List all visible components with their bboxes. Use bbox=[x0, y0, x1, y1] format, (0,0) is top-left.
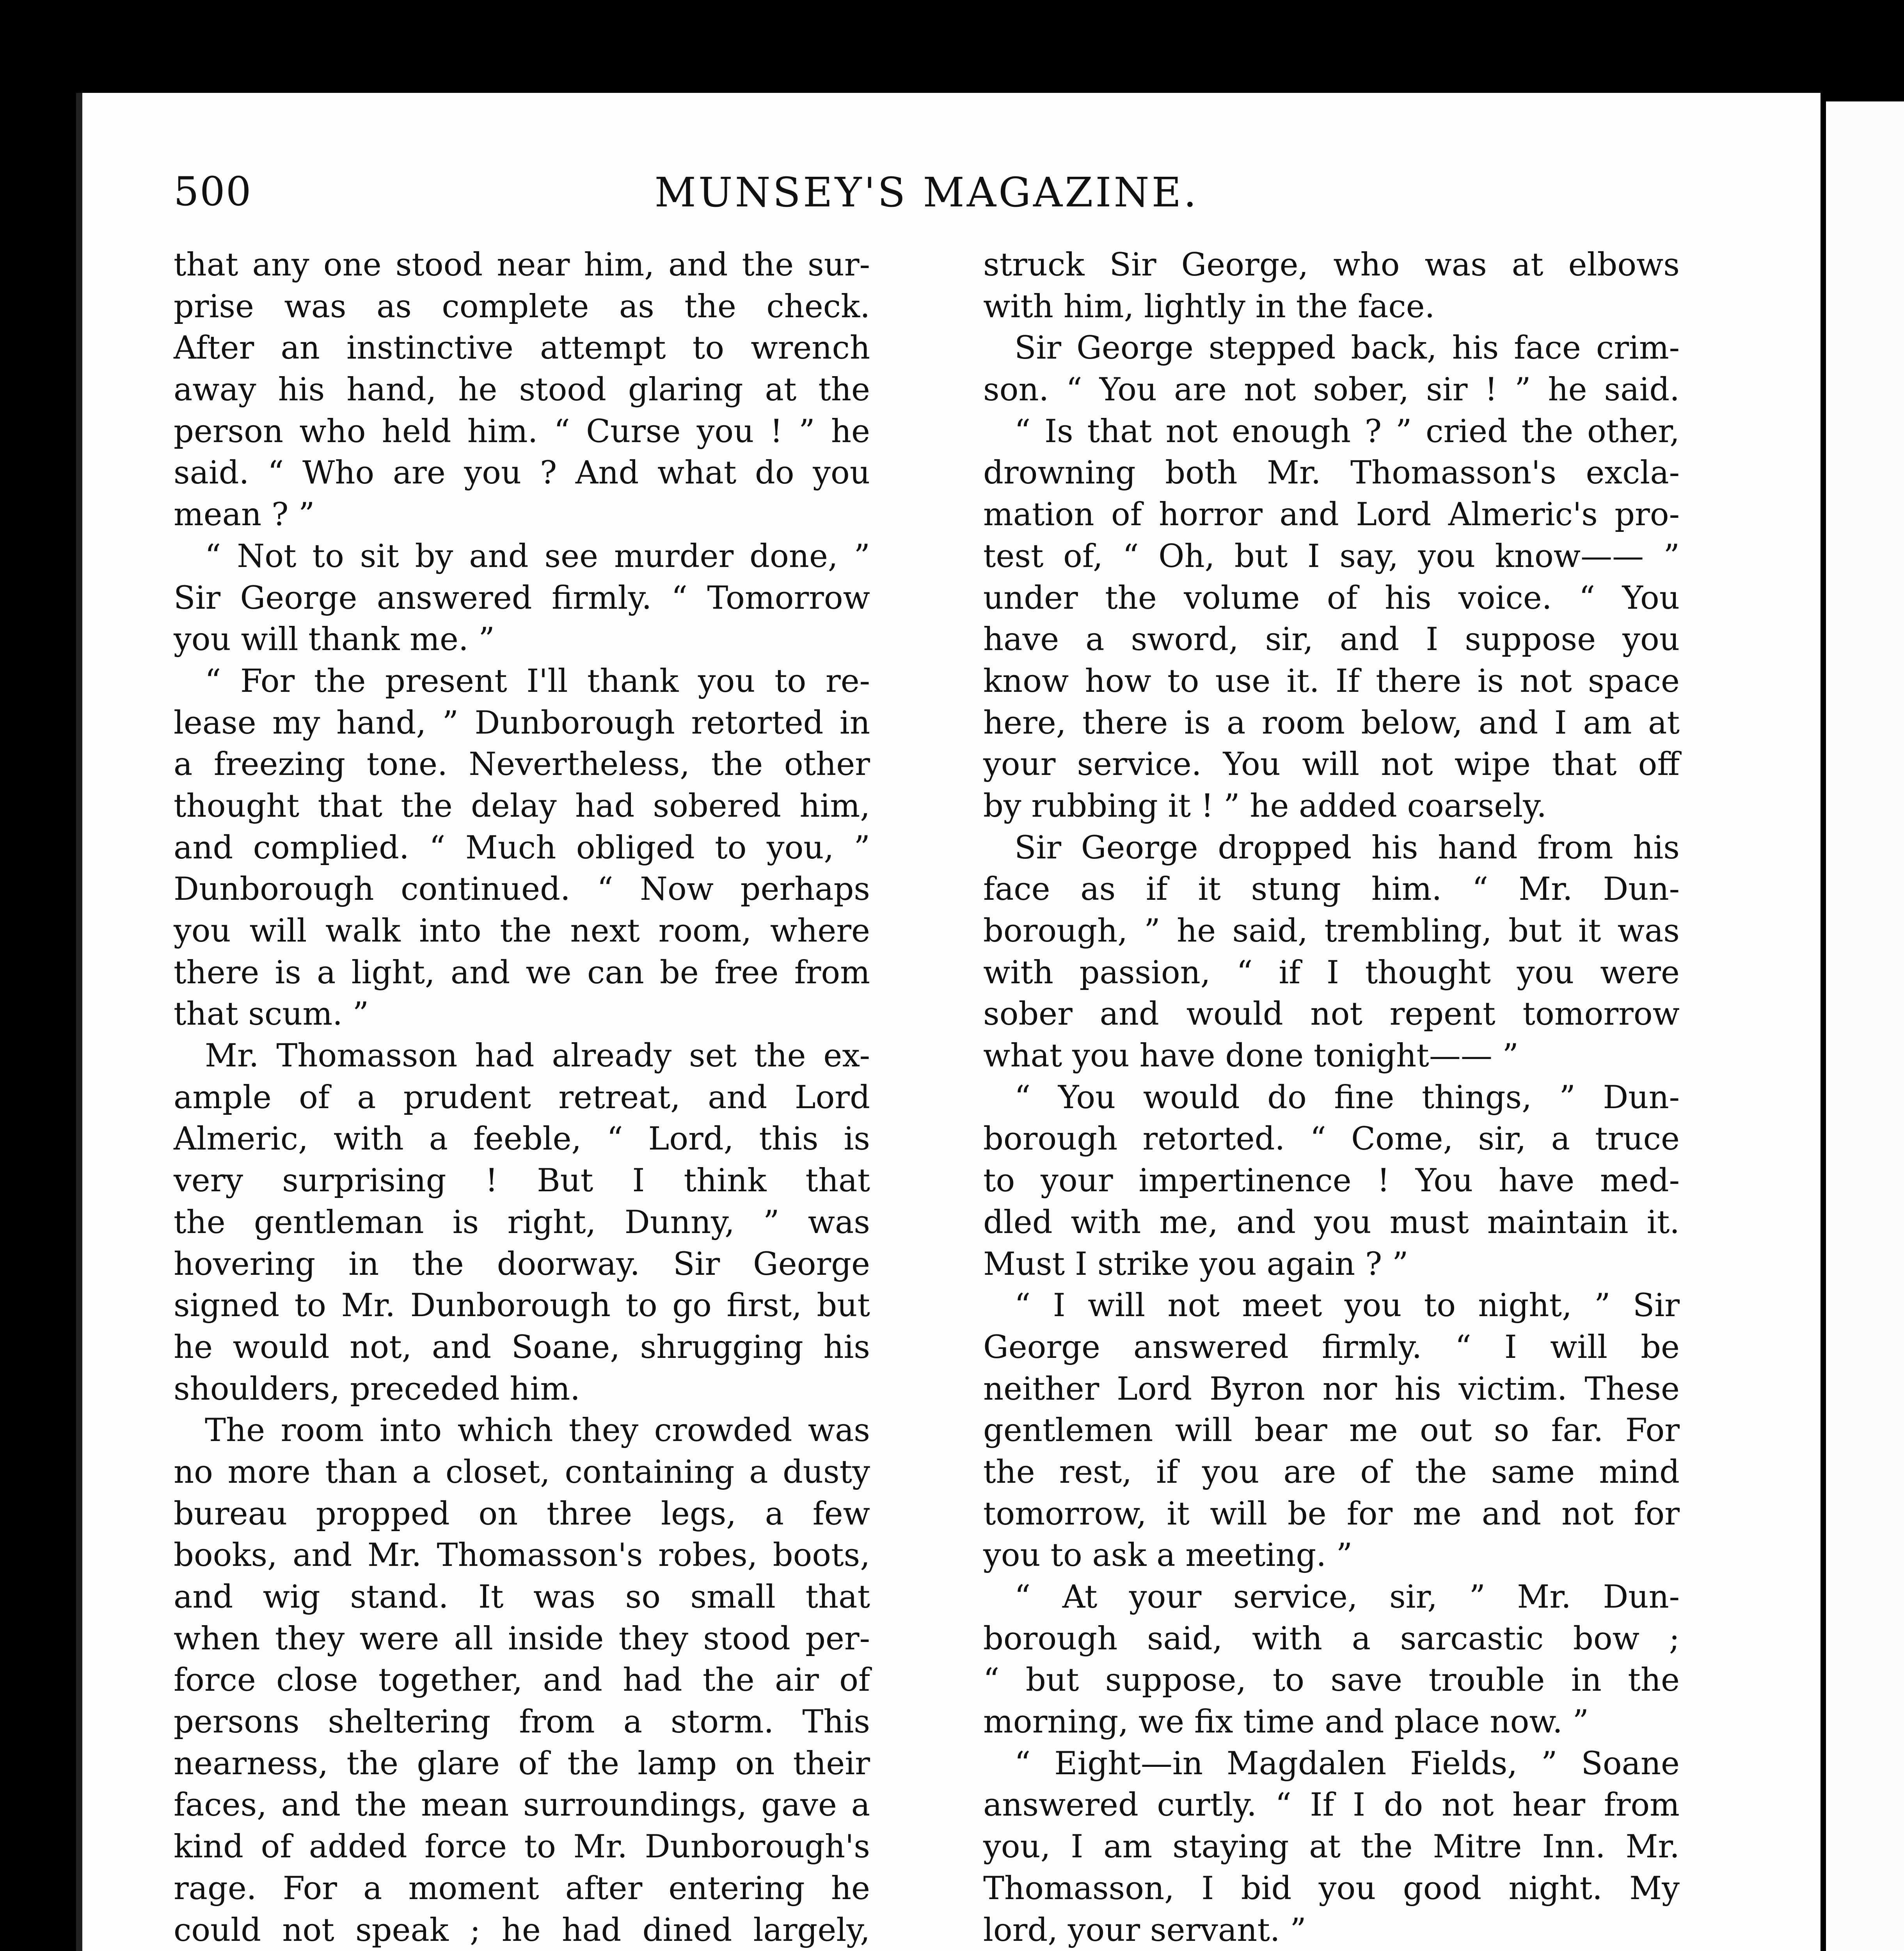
text-line: kind of added force to Mr. Dunborough's bbox=[174, 1828, 870, 1866]
text-line: “ I will not meet you to night, ” Sir bbox=[1014, 1287, 1680, 1324]
text-line: that any one stood near him, and the sur- bbox=[174, 247, 870, 283]
text-line: persons sheltering from a storm. This bbox=[174, 1704, 870, 1741]
text-line: force close together, and had the air of bbox=[174, 1662, 870, 1699]
text-line: mation of horror and Lord Almeric's pro- bbox=[983, 496, 1680, 533]
text-line: test of, “ Oh, but I say, you know—— ” bbox=[983, 538, 1680, 575]
text-line: books, and Mr. Thomasson's robes, boots, bbox=[174, 1537, 870, 1574]
text-line: Must I strike you again ? ” bbox=[983, 1246, 1408, 1283]
text-line: the rest, if you are of the same mind bbox=[983, 1453, 1680, 1491]
text-line: here, there is a room below, and I am at bbox=[983, 704, 1680, 741]
text-line: sober and would not repent tomorrow bbox=[983, 996, 1680, 1033]
text-line: The room into which they crowded was bbox=[205, 1412, 870, 1449]
text-line: lease my hand, ” Dunborough retorted in bbox=[174, 704, 870, 741]
text-line: “ Is that not enough ? ” cried the other, bbox=[1014, 413, 1680, 450]
text-line: signed to Mr. Dunborough to go first, but bbox=[174, 1287, 870, 1324]
text-line: said. “ Who are you ? And what do you bbox=[174, 455, 870, 492]
text-line: face as if it stung him. “ Mr. Dun- bbox=[983, 871, 1680, 908]
text-line: “ For the present I'll thank you to re- bbox=[205, 663, 870, 700]
text-line: “ At your service, sir, ” Mr. Dun- bbox=[1014, 1579, 1680, 1615]
text-line: morning, we fix time and place now. ” bbox=[983, 1704, 1589, 1741]
text-line: shoulders, preceded him. bbox=[174, 1370, 580, 1407]
text-line: Sir George stepped back, his face crim- bbox=[1014, 330, 1680, 367]
text-line: struck Sir George, who was at elbows bbox=[983, 247, 1680, 283]
text-line: the gentleman is right, Dunny, ” was bbox=[174, 1204, 870, 1241]
text-line: and wig stand. It was so small that bbox=[174, 1579, 870, 1615]
running-head: MUNSEY'S MAGAZINE. bbox=[654, 169, 1199, 216]
text-line: Almeric, with a feeble, “ Lord, this is bbox=[174, 1121, 870, 1158]
text-line: Thomasson, I bid you good night. My bbox=[983, 1870, 1680, 1907]
text-line: bureau propped on three legs, a few bbox=[174, 1495, 870, 1532]
text-line: by rubbing it ! ” he added coarsely. bbox=[983, 787, 1547, 824]
text-line: nearness, the glare of the lamp on their bbox=[174, 1745, 870, 1782]
text-line: borough, ” he said, trembling, but it was bbox=[983, 913, 1680, 949]
next-page-edge bbox=[1826, 101, 1904, 1951]
text-line: borough said, with a sarcastic bow ; bbox=[983, 1620, 1680, 1657]
text-line: away his hand, he stood glaring at the bbox=[174, 371, 870, 409]
text-line: with passion, “ if I thought you were bbox=[983, 954, 1680, 991]
text-line: there is a light, and we can be free from bbox=[174, 954, 870, 991]
text-line: could not speak ; he had dined largely, bbox=[174, 1912, 870, 1949]
text-line: “ You would do fine things, ” Dun- bbox=[1014, 1079, 1680, 1116]
text-line: very surprising ! But I think that bbox=[174, 1162, 870, 1199]
text-line: faces, and the mean surroundings, gave a bbox=[174, 1787, 870, 1824]
text-line: you will walk into the next room, where bbox=[174, 913, 870, 949]
right-column bbox=[983, 244, 1680, 1951]
text-line: Mr. Thomasson had already set the ex- bbox=[205, 1038, 870, 1075]
text-line: son. “ You are not sober, sir ! ” he said. bbox=[983, 371, 1680, 409]
text-line: mean ? ” bbox=[174, 496, 315, 533]
text-line: your service. You will not wipe that off bbox=[983, 746, 1680, 783]
text-line: ample of a prudent retreat, and Lord bbox=[174, 1079, 870, 1116]
text-line: no more than a closet, containing a dusty bbox=[174, 1453, 870, 1491]
text-line: what you have done tonight—— ” bbox=[983, 1038, 1519, 1075]
text-line: thought that the delay had sobered him, bbox=[174, 787, 870, 824]
text-line: After an instinctive attempt to wrench bbox=[174, 330, 870, 367]
text-line: hovering in the doorway. Sir George bbox=[174, 1246, 870, 1283]
text-line: answered curtly. “ If I do not hear from bbox=[983, 1787, 1680, 1824]
text-line: tomorrow, it will be for me and not for bbox=[983, 1495, 1680, 1532]
text-line: rage. For a moment after entering he bbox=[174, 1870, 870, 1907]
text-columns bbox=[174, 244, 1680, 1951]
text-line: “ but suppose, to save trouble in the bbox=[983, 1662, 1680, 1699]
page-header bbox=[174, 169, 1680, 231]
text-line: he would not, and Soane, shrugging his bbox=[174, 1329, 870, 1366]
text-line: prise was as complete as the check. bbox=[174, 288, 870, 325]
text-line: a freezing tone. Nevertheless, the other bbox=[174, 746, 870, 783]
text-line: “ Eight—in Magdalen Fields, ” Soane bbox=[1014, 1745, 1680, 1782]
text-line: you will thank me. ” bbox=[174, 621, 495, 658]
text-line: gentlemen will bear me out so far. For bbox=[983, 1412, 1680, 1449]
text-line: to your impertinence ! You have med- bbox=[983, 1162, 1680, 1199]
text-line: Dunborough continued. “ Now perhaps bbox=[174, 871, 870, 908]
text-line: person who held him. “ Curse you ! ” he bbox=[174, 413, 870, 450]
text-line: dled with me, and you must maintain it. bbox=[983, 1204, 1680, 1241]
text-line: Sir George answered firmly. “ Tomorrow bbox=[174, 579, 870, 617]
text-line: that scum. ” bbox=[174, 996, 369, 1033]
text-line: George answered firmly. “ I will be bbox=[983, 1329, 1680, 1366]
text-line: you to ask a meeting. ” bbox=[983, 1537, 1353, 1574]
left-column bbox=[174, 244, 870, 1951]
text-line: Sir George dropped his hand from his bbox=[1014, 829, 1680, 866]
text-line: lord, your servant. ” bbox=[983, 1912, 1306, 1949]
text-line: and complied. “ Much obliged to you, ” bbox=[174, 829, 870, 866]
text-line: “ Not to sit by and see murder done, ” bbox=[205, 538, 870, 575]
text-line: know how to use it. If there is not space bbox=[983, 663, 1680, 700]
text-line: under the volume of his voice. “ You bbox=[983, 579, 1680, 617]
text-line: have a sword, sir, and I suppose you bbox=[983, 621, 1680, 658]
text-line: borough retorted. “ Come, sir, a truce bbox=[983, 1121, 1680, 1158]
text-line: you, I am staying at the Mitre Inn. Mr. bbox=[983, 1828, 1680, 1866]
text-line: drowning both Mr. Thomasson's excla- bbox=[983, 455, 1680, 492]
text-line: when they were all inside they stood per- bbox=[174, 1620, 870, 1657]
page-number: 500 bbox=[174, 169, 252, 215]
text-line: with him, lightly in the face. bbox=[983, 288, 1435, 325]
text-line: neither Lord Byron nor his victim. These bbox=[983, 1370, 1680, 1407]
